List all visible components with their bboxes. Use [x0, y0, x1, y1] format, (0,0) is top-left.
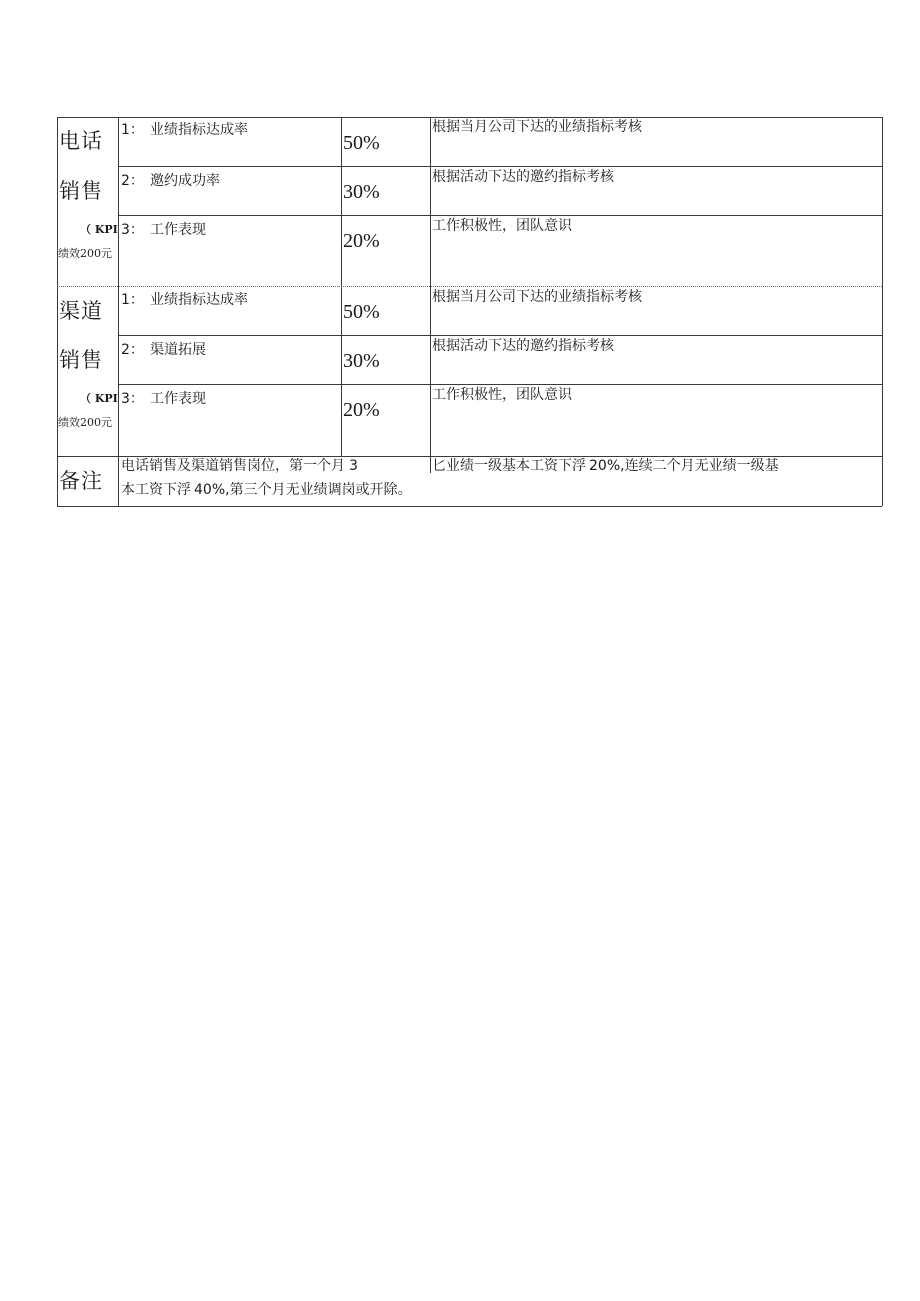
kpi-amount: 绩效200元	[58, 416, 112, 429]
remarks-percent: 20%,	[589, 458, 625, 474]
item-name: 渠道拓展	[150, 342, 206, 358]
row-divider	[118, 335, 882, 336]
section-divider	[57, 456, 882, 457]
kpi-label: （ KPI	[80, 392, 118, 405]
table-left-border	[57, 117, 58, 506]
item-criteria: 根据活动下达的邀约指标考核	[432, 338, 614, 354]
item-weight: 50%	[343, 301, 380, 323]
remarks-text: 电话销售及渠道销售岗位，第一个月	[121, 458, 345, 474]
remarks-line-2	[121, 483, 412, 497]
remarks-text: 匕业绩一级基本工资下浮	[432, 458, 586, 474]
section-title-line2: 销售	[59, 179, 103, 203]
kpi-amount: 绩效200元	[58, 247, 112, 260]
item-name: 工作表现	[150, 391, 206, 407]
item-criteria: 根据当月公司下达的业绩指标考核	[432, 119, 642, 135]
item-number: 2：	[121, 173, 144, 189]
item-number: 2：	[121, 342, 144, 358]
remark-inner-divider	[430, 456, 431, 473]
item-name: 业绩指标达成率	[150, 122, 248, 138]
remarks-line-1	[121, 459, 358, 473]
item-weight: 50%	[343, 132, 380, 154]
item-weight: 20%	[343, 230, 380, 252]
item-criteria: 根据活动下达的邀约指标考核	[432, 169, 614, 185]
item-weight: 30%	[343, 181, 380, 203]
item-criteria: 工作积极性，团队意识	[432, 218, 572, 234]
item-criteria: 工作积极性，团队意识	[432, 387, 572, 403]
row-divider	[118, 384, 882, 385]
item-criteria: 根据当月公司下达的业绩指标考核	[432, 289, 642, 305]
remarks-text: 本工资下浮	[121, 482, 191, 498]
section-title-line1: 渠道	[59, 299, 103, 323]
remarks-text: 第三个月无业绩调岗或开除。	[229, 482, 412, 498]
table-right-border	[882, 117, 883, 506]
remarks-number: 3	[349, 458, 358, 474]
row-divider	[118, 166, 882, 167]
remarks-percent: 40%,	[194, 482, 230, 498]
remarks-text: 连续二个月无业绩一级基	[624, 458, 779, 474]
item-number: 3：	[121, 391, 144, 407]
column-divider-label	[118, 117, 119, 506]
item-number: 3：	[121, 222, 144, 238]
item-weight: 30%	[343, 350, 380, 372]
item-number: 1：	[121, 122, 144, 138]
row-divider	[118, 215, 882, 216]
item-weight: 20%	[343, 399, 380, 421]
item-name: 业绩指标达成率	[150, 292, 248, 308]
item-number: 1：	[121, 292, 144, 308]
table-bottom-border	[57, 506, 882, 507]
remarks-label: 备注	[59, 469, 103, 493]
section-title-line1: 电话	[59, 129, 103, 153]
section-divider	[57, 286, 882, 287]
kpi-label: （ KPI	[80, 223, 118, 236]
table-top-border	[57, 117, 882, 118]
remarks-line-1-continued	[432, 459, 779, 473]
item-name: 工作表现	[150, 222, 206, 238]
item-name: 邀约成功率	[150, 173, 220, 189]
section-title-line2: 销售	[59, 348, 103, 372]
